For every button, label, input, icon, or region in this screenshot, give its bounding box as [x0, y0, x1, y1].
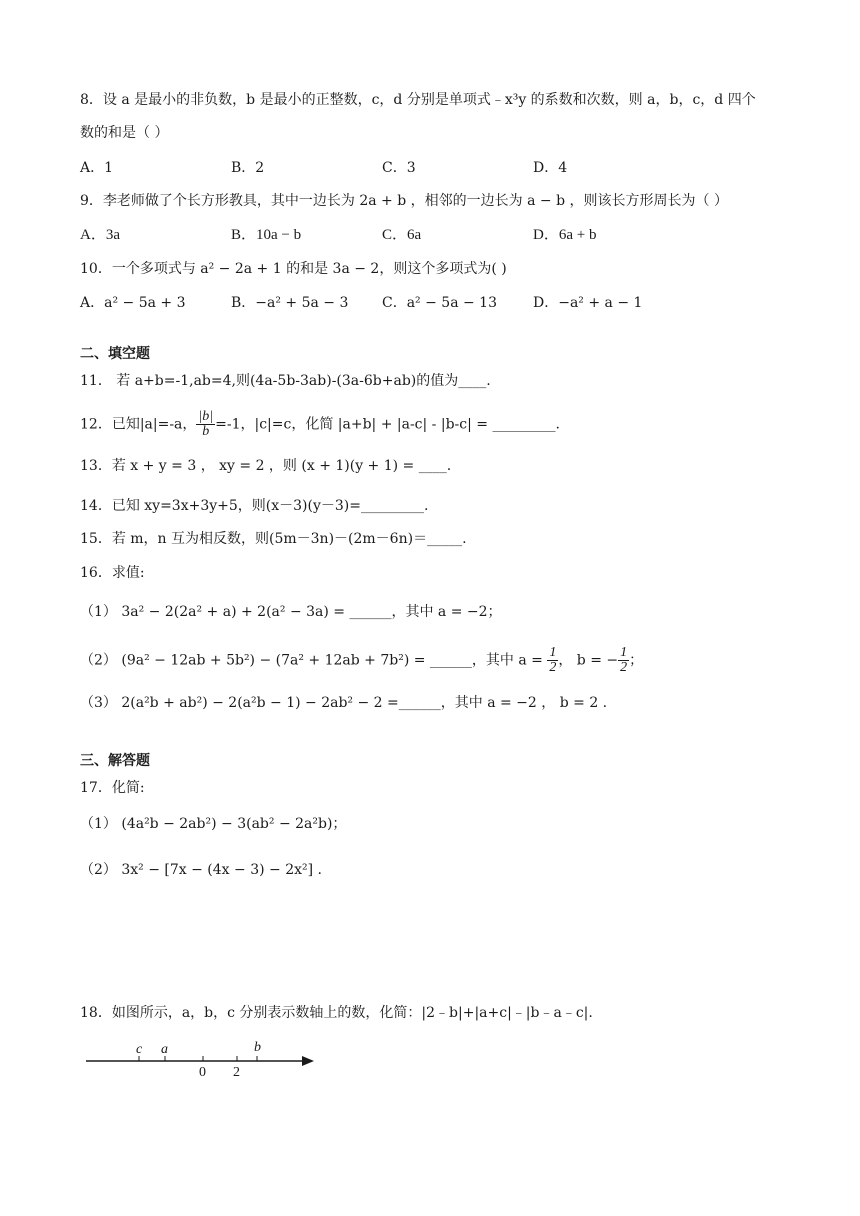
q9-option-b: B．10a − b — [231, 227, 302, 243]
q16-p2-end: ； — [629, 652, 644, 669]
q10-option-d: D．−a² + a − 1 — [533, 295, 643, 311]
q12-frac-num: |b| — [198, 409, 214, 424]
question-17-title: 17．化简: — [80, 780, 145, 796]
question-8-line1: 8．设 a 是最小的非负数，b 是最小的正整数，c，d 分别是单项式﹣x³y 的系数和次数，则 a，b，c，d 四个 — [80, 92, 756, 108]
q9-option-c: C．6a — [382, 227, 422, 243]
q12-frac-den: b — [202, 424, 210, 439]
frac-a-num: 1 — [549, 645, 557, 660]
label-zero: 0 — [199, 1065, 206, 1080]
question-8-line2: 数的和是（ ） — [80, 125, 169, 141]
frac-b-den: 2 — [620, 660, 628, 675]
q12-prefix: 12．已知|a|=-a， — [80, 416, 197, 433]
label-two: 2 — [233, 1065, 240, 1080]
section-fill-in-heading: 二、填空题 — [80, 346, 150, 362]
frac-b-num: 1 — [620, 645, 628, 660]
q8-option-a: A．1 — [80, 160, 114, 176]
question-11: 11． 若 a+b=-1,ab=4,则(4a-5b-3ab)-(3a-6b+ab)的值为____. — [80, 373, 491, 389]
frac-a-den: 2 — [549, 660, 557, 675]
q8-option-c: C．3 — [382, 160, 416, 176]
label-c: c — [136, 1042, 143, 1057]
q8-option-b: B．2 — [231, 160, 265, 176]
question-16-title: 16．求值: — [80, 565, 145, 581]
q16-p2-prefix: （2） (9a² − 12ab + 5b²) − (7a² + 12ab + 7b²) = ______，其中 a = — [80, 652, 548, 669]
q9-option-d: D．6a + b — [533, 227, 597, 243]
label-b: b — [254, 1040, 261, 1055]
q16-part-2 — [80, 646, 643, 675]
q10-option-b: B．−a² + 5a − 3 — [231, 295, 349, 311]
q16-p2-mid: ， b = − — [558, 652, 619, 669]
arrow-head-icon — [302, 1056, 314, 1066]
q16-part-3: （3） 2(a²b + ab²) − 2(a²b − 1) − 2ab² − 2 =______，其中 a = −2 ， b = 2 . — [80, 695, 608, 711]
q17-part-2: （2） 3x² − [7x − (4x − 3) − 2x²] . — [80, 862, 322, 878]
q16-part-1: （1） 3a² − 2(2a² + a) + 2(a² − 3a) = ______，其中 a = −2； — [80, 604, 502, 620]
question-18: 18．如图所示，a，b，c 分别表示数轴上的数，化简：|2﹣b|+|a+c|﹣|b﹣a﹣c|. — [80, 1005, 593, 1021]
question-9: 9．李老师做了个长方形教具，其中一边长为 2a + b ，相邻的一边长为 a − b ，则该长方形周长为（ ） — [80, 193, 728, 209]
q10-option-c: C．a² − 5a − 13 — [382, 295, 498, 311]
q12-suffix: =-1，|c|=c，化简 |a+b| + |a-c| - |b-c| = _________. — [215, 416, 560, 433]
section-solution-heading: 三、解答题 — [80, 753, 150, 769]
question-12 — [80, 410, 560, 439]
q9-option-a: A．3a — [80, 227, 120, 243]
question-10: 10．一个多项式与 a² − 2a + 1 的和是 3a − 2，则这个多项式为( ) — [80, 261, 507, 277]
q8-option-d: D．4 — [533, 160, 568, 176]
q16-p2-frac-a — [547, 646, 558, 675]
q12-fraction — [196, 410, 215, 439]
q16-p2-frac-b — [618, 646, 629, 675]
label-a: a — [161, 1042, 168, 1057]
q17-part-1: （1） (4a²b − 2ab²) − 3(ab² − 2a²b)； — [80, 816, 347, 832]
q10-option-a: A．a² − 5a + 3 — [80, 295, 186, 311]
question-13: 13．若 x + y = 3 ， xy = 2 ，则 (x + 1)(y + 1) = ____. — [80, 458, 452, 474]
number-line-figure — [80, 1036, 320, 1080]
question-15: 15．若 m，n 互为相反数，则(5m－3n)－(2m－6n)＝_____. — [80, 531, 467, 547]
question-14: 14．已知 xy=3x+3y+5，则(x－3)(y－3)=_________. — [80, 498, 429, 514]
